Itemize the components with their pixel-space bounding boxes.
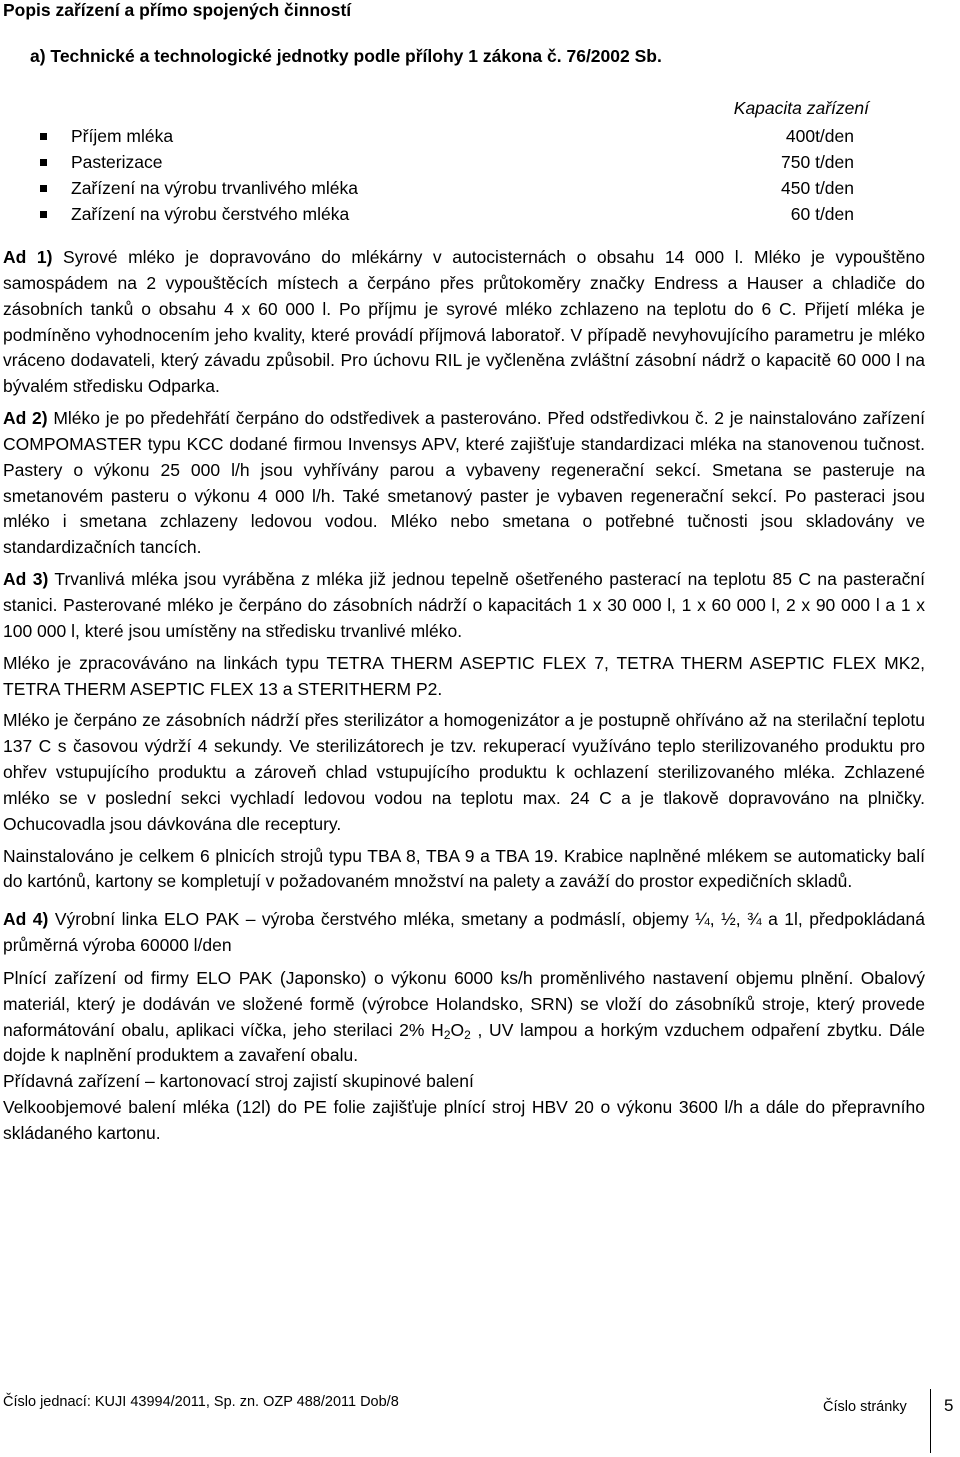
footer-reference: Číslo jednací: KUJI 43994/2011, Sp. zn. OZP 488/2011 Dob/8 xyxy=(3,1394,399,1410)
paragraph-elopak-filling xyxy=(3,966,925,1069)
list-item xyxy=(40,175,870,201)
list-item xyxy=(40,201,870,227)
paragraph-bulk-packaging: Velkoobjemové balení mléka (12l) do PE folie zajišťuje plnící stroj HBV 20 o výkonu 3600 l/h a dále do přepravního skládaného kartonu. xyxy=(3,1097,925,1143)
paragraph-text: Syrové mléko je dopravováno do mlékárny v autocisternách o obsahu 14 000 l. Mléko je vypouštěno samospádem na 2 vypouštěcích místech a čerpáno přes průtokoměry značky Endress a Hauser a chladiče do zásobních tanků o obsahu 4 x 60 000 l. Po příjmu je syrové mléko zchlazeno na teplotu do 6 C. Přijetí mléka je podmíněno vyhodnocením jeho kvality, které provádí příjmová laboratoř. V případě nevyhovujícího parametru je mléko vráceno dodavateli, který závadu způsobil. Pro úchovu RIL je vyčleněna zvláštní zásobní nádrž o kapacitě 60 000 l na bývalém středisku Odparka. xyxy=(3,247,925,397)
equipment-name: Pasterizace xyxy=(71,152,163,172)
paragraph-additional-equipment: Přídavná zařízení – kartonovací stroj zajistí skupinové balení xyxy=(3,1071,474,1092)
paragraph-filling-machines: Nainstalováno je celkem 6 plnicích strojů typu TBA 8, TBA 9 a TBA 19. Krabice naplněné mlékem se automaticky balí do kartónů, kartony se kompletují v požadovaném množství na palety a zaváží do prostor expedičních skladů. xyxy=(3,845,925,892)
footer-divider xyxy=(930,1389,931,1453)
formula-h2o2 xyxy=(431,1020,471,1040)
section-label: Ad 1) xyxy=(3,247,53,267)
equipment-name: Příjem mléka xyxy=(71,126,174,146)
square-bullet-icon xyxy=(40,159,47,166)
page-title: Popis zařízení a přímo spojených činností xyxy=(3,0,352,20)
document-body xyxy=(3,245,925,1147)
section-subtitle: a) Technické a technologické jednotky podle přílohy 1 zákona č. 76/2002 Sb. xyxy=(30,46,662,66)
formula-subscript: 2 xyxy=(443,1027,451,1042)
formula-element: O xyxy=(450,1019,465,1040)
equipment-capacity: 60 t/den xyxy=(790,204,854,224)
paragraph-text: Výrobní linka ELO PAK – výroba čerstvého mléka, smetany a podmáslí, objemy ¼, ½, ¾ a 1l, předpokládaná průměrná výroba 60000 l/den xyxy=(3,909,925,956)
footer-page-label: Číslo stránky xyxy=(823,1399,907,1415)
equipment-name: Zařízení na výrobu čerstvého mléka xyxy=(71,204,350,224)
paragraph-ad4 xyxy=(3,907,925,959)
paragraph-text: , UV lampou a horkým vzduchem odpaření zbytku. Dále dojde k naplnění produktem a zavaření obalu. xyxy=(3,1019,925,1066)
equipment-capacity: 400t/den xyxy=(785,126,854,146)
formula-subscript: 2 xyxy=(464,1027,471,1042)
formula-element: H xyxy=(431,1019,444,1040)
footer-page-number: 5 xyxy=(944,1396,954,1415)
section-label: Ad 3) xyxy=(3,569,49,590)
equipment-capacity: 450 t/den xyxy=(781,178,854,198)
square-bullet-icon xyxy=(40,185,47,192)
paragraph-ad2 xyxy=(3,406,925,561)
paragraph-sterilization: Mléko je čerpáno ze zásobních nádrží přes sterilizátor a homogenizátor a je postupně ohříváno až na sterilační teplotu 137 C s časovou výdrží 4 sekundy. Ve sterilizátorech je tzv. rekuperací využíváno teplo sterilizovaného produktu pro ohřev vstupujícího produktu a zároveň chlad vstupujícího produktu k ochlazení sterilizovaného mléka. Zchlazené mléko se v poslední sekci vychladí ledovou vodou na teplotu max. 24 C a je tlakově dopravováno na plničky. Ochucovadla jsou dávkována dle receptury. xyxy=(3,710,925,834)
equipment-capacity: 750 t/den xyxy=(781,152,854,172)
list-item xyxy=(40,123,870,149)
paragraph-text: Mléko je po předehřátí čerpáno do odstředivek a pasterováno. Před odstředivkou č. 2 je nainstalováno zařízení COMPOMASTER typu KCC dodané firmou Invensys APV, které zajišťuje standardizaci mléka na stanovenou tučnost. Pastery o výkonu 25 000 l/h jsou vyhřívány parou a vybaveny regenerační sekcí. Smetana se pasteruje na smetanovém pasteru o výkonu 4 000 l/h. Také smetanový paster je vybaven regenerační sekcí. Po pasteraci jsou mléko i smetana zchlazeny ledovou vodou. Mléko nebo smetana o potřebné tučnosti jsou skladovány ve standardizačních tancích. xyxy=(3,408,925,558)
paragraph-ad1 xyxy=(3,245,925,400)
section-label: Ad 2) xyxy=(3,408,48,429)
capacity-header: Kapacita zařízení xyxy=(733,98,869,118)
paragraph-text: Trvanlivá mléka jsou vyráběna z mléka již jednou tepelně ošetřeného pasterací na teplotu 85 C na pasterační stanici. Pasterované mléko je čerpáno do zásobních nádrží o kapacitách 1 x 30 000 l, 1 x 60 000 l, 2 x 90 000 l a 1 x 100 000 l, které jsou umístěny na středisku trvanlivé mléko. xyxy=(3,569,925,641)
paragraph-processing-lines: Mléko je zpracováváno na linkách typu TETRA THERM ASEPTIC FLEX 7, TETRA THERM ASEPTIC FLEX MK2, TETRA THERM ASEPTIC FLEX 13 a STERITHERM P2. xyxy=(3,652,925,699)
paragraph-ad3 xyxy=(3,567,925,645)
section-label: Ad 4) xyxy=(3,909,49,930)
equipment-name: Zařízení na výrobu trvanlivého mléka xyxy=(71,178,358,198)
square-bullet-icon xyxy=(40,133,47,140)
list-item xyxy=(40,149,870,175)
equipment-list xyxy=(40,123,870,227)
paragraph-text: Plnící zařízení od firmy ELO PAK (Japonsko) o výkonu 6000 ks/h proměnlivého nastavení objemu plnění. Obalový materiál, který je dodáván ve složené formě (výrobce Holandsko, SRN) se vloží do zásobníků stroje, který provede naformátování obalu, aplikaci víčka, jeho sterilaci 2% xyxy=(3,967,925,1040)
square-bullet-icon xyxy=(40,211,47,218)
